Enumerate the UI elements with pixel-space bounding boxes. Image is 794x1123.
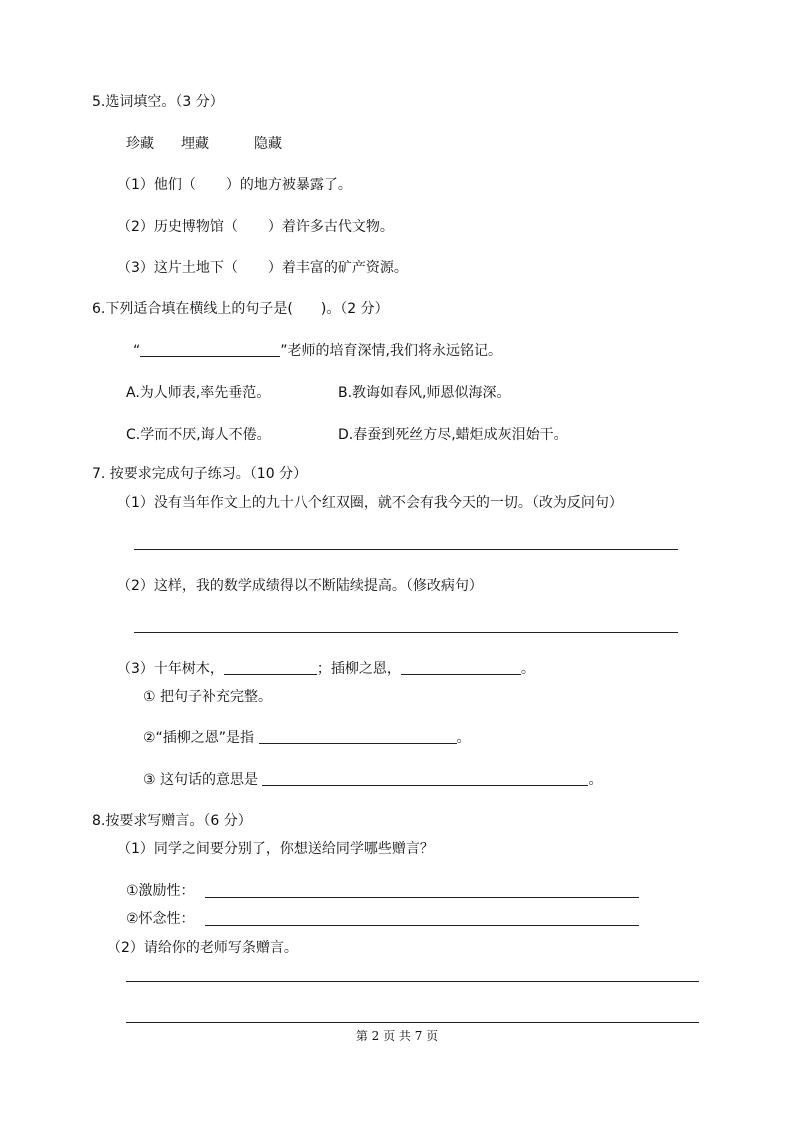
q8-item-2: （2）请给你的老师写条赠言。 — [107, 940, 298, 956]
q7-sub-3: ③ 这句话的意思是 。 — [143, 772, 603, 788]
q5-word-2: 埋藏 — [181, 136, 209, 152]
q7-item-3: （3）十年树木， ；插柳之恩， 。 — [117, 661, 535, 677]
q6-option-a[interactable]: A.为人师表,率先垂范。 — [126, 385, 271, 401]
q5-item-1: （1）他们（ ）的地方被暴露了。 — [117, 177, 352, 193]
q6-title: 6.下列适合填在横线上的句子是( )。（2 分） — [92, 301, 389, 317]
q6-blank-line[interactable] — [140, 342, 280, 357]
q7-answer-line-1[interactable] — [134, 549, 678, 550]
q7-sub3-blank[interactable] — [262, 771, 588, 786]
q7-sub-1: ① 把句子补充完整。 — [143, 689, 273, 705]
q7-sub-2: ②“插柳之恩”是指 。 — [143, 730, 471, 746]
q7-answer-line-2[interactable] — [134, 632, 678, 633]
q7-item3-blank-2[interactable] — [401, 660, 521, 675]
q6-option-c[interactable]: C.学而不厌,诲人不倦。 — [126, 427, 271, 443]
q5-item-3: （3）这片土地下（ ）着丰富的矿产资源。 — [117, 260, 408, 276]
q8-item-1: （1）同学之间要分别了，你想送给同学哪些赠言？ — [117, 841, 434, 857]
page-footer: 第 2 页 共 7 页 — [355, 1029, 439, 1043]
q7-title: 7. 按要求完成句子练习。（10 分） — [92, 466, 308, 482]
q7-item-1: （1）没有当年作文上的九十八个红双圈，就不会有我今天的一切。（改为反问句） — [117, 495, 623, 511]
q8-answer-line-3[interactable] — [126, 981, 699, 982]
q8-title: 8.按要求写赠言。（6 分） — [92, 813, 252, 829]
q7-sub2-blank[interactable] — [259, 729, 457, 744]
q8-line-label-1: ①激励性： — [126, 883, 195, 899]
q7-item3-blank-1[interactable] — [224, 660, 317, 675]
q7-item-2: （2）这样，我的数学成绩得以不断陆续提高。（修改病句） — [117, 578, 483, 594]
q5-title: 5.选词填空。（3 分） — [92, 94, 224, 110]
q6-quote: “ ”老师的培育深情,我们将永远铭记。 — [133, 343, 502, 359]
q5-item-2: （2）历史博物馆（ ）着许多古代文物。 — [117, 219, 394, 235]
q8-answer-line-2[interactable] — [205, 925, 639, 926]
q8-line-label-2: ②怀念性： — [126, 911, 195, 927]
q8-answer-line-4[interactable] — [126, 1022, 699, 1023]
q5-word-3: 隐藏 — [254, 136, 282, 152]
q6-option-b[interactable]: B.教诲如春风,师恩似海深。 — [338, 385, 511, 401]
q8-answer-line-1[interactable] — [205, 897, 639, 898]
q5-word-1: 珍藏 — [126, 136, 154, 152]
q6-option-d[interactable]: D.春蚕到死丝方尽,蜡炬成灰泪始干。 — [338, 427, 568, 443]
